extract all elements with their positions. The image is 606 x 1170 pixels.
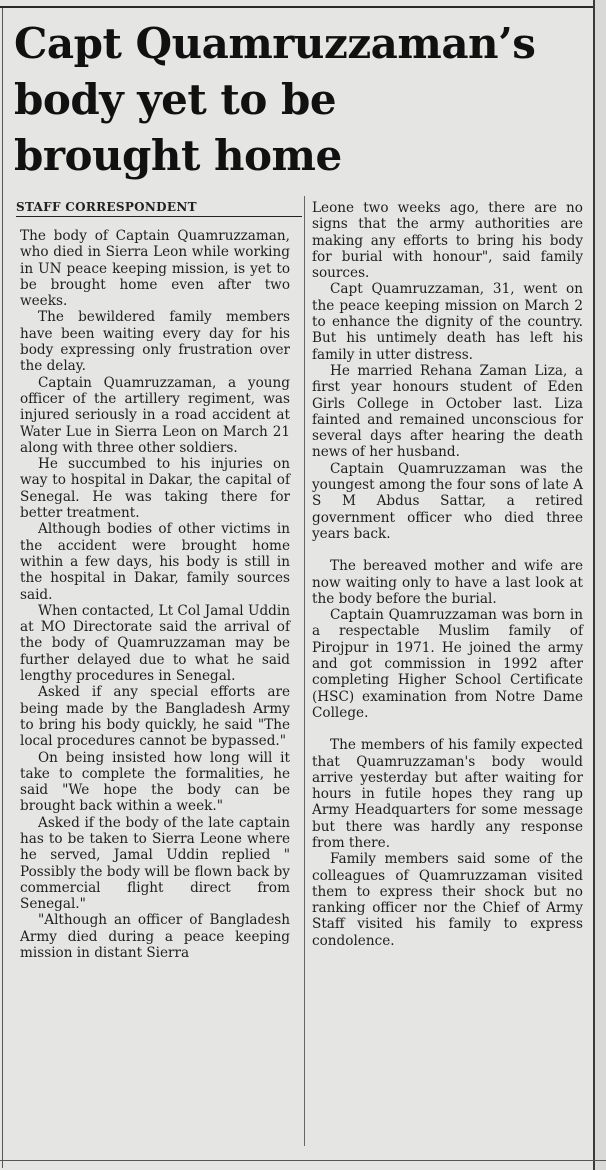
article-column-1 [20,228,290,961]
headline-line-1: Capt Quamruzzaman’s [14,19,536,68]
headline-line-2: body yet to be [14,75,337,124]
headline [14,16,589,184]
paragraph: Asked if any special efforts are being made by the Bangladesh Army to bring his body quickly, he said "The local procedures cannot be bypassed." [20,684,290,750]
paragraph: Captain Quamruzzaman, a young officer of the artillery regiment, was injured seriously in a road accident at Water Lue in Sierra Leon on March 21 along with three other soldiers. [20,374,290,456]
paragraph: When contacted, Lt Col Jamal Uddin at MO Directorate said the arrival of the body of Quamruzzaman may be further delayed due to what he said lengthy procedures in Senegal. [20,602,290,685]
byline: STAFF CORRESPONDENT [16,200,302,217]
paragraph: The bereaved mother and wife are now waiting only to have a last look at the body before the burial. [312,558,583,607]
paragraph: "Although an officer of Bangladesh Army died during a peace keeping mission in distant Sierra [20,912,290,962]
article-column-2 [312,200,583,949]
paragraph: He succumbed to his injuries on way to hospital in Dakar, the capital of Senegal. He was taking there for better treatment. [20,456,290,522]
paragraph: The bewildered family members have been waiting every day for his body expressing only frustration over the delay. [20,309,290,375]
paragraph: Although bodies of other victims in the accident were brought home within a few days, his body is still in the hospital in Dakar, family sources said. [20,521,290,603]
bottom-rule [0,1160,606,1161]
paragraph: Captain Quamruzzaman was the youngest among the four sons of late A S M Abdus Sattar, a retired government officer who died three years back. [312,460,583,542]
paragraph: Captain Quamruzzaman was born in a respectable Muslim family of Pirojpur in 1971. He joined the army and got commission in 1992 after completing Higher School Certificate (HSC) examination from Notre Dame College. [312,607,583,721]
paragraph: On being insisted how long will it take to complete the formalities, he said "We hope the body can be brought back within a week." [20,749,290,815]
top-rule [0,0,606,8]
paragraph: The members of his family expected that Quamruzzaman's body would arrive yesterday but after waiting for hours in futile hopes they rang up Army Headquarters for some message but there was hardly any response from there. [312,737,583,851]
paragraph: Family members said some of the colleagues of Quamruzzaman visited them to express their shock but no ranking officer nor the Chief of Army Staff visited his family to express condolence. [312,851,583,949]
column-divider [304,196,305,1146]
paragraph: The body of Captain Quamruzzaman, who died in Sierra Leon while working in UN peace keeping mission, is yet to be brought home even after two weeks. [20,228,290,310]
right-page-edge [593,0,606,1170]
paragraph: He married Rehana Zaman Liza, a first year honours student of Eden Girls College in October last. Liza fainted and remained unconscious for several days after hearing the death news of her husband. [312,362,583,461]
paragraph: Capt Quamruzzaman, 31, went on the peace keeping mission on March 2 to enhance the dignity of the country. But his untimely death has left his family in utter distress. [312,281,583,363]
paragraph: Leone two weeks ago, there are no signs that the army authorities are making any efforts to bring his body for burial with honour", said family sources. [312,200,583,282]
paragraph: Asked if the body of the late captain has to be taken to Sierra Leone where he served, Jamal Uddin replied " Possibly the body will be flown back by commercial flight direct from Senegal." [20,814,290,913]
left-border [2,8,3,1168]
headline-line-3: brought home [14,131,342,180]
